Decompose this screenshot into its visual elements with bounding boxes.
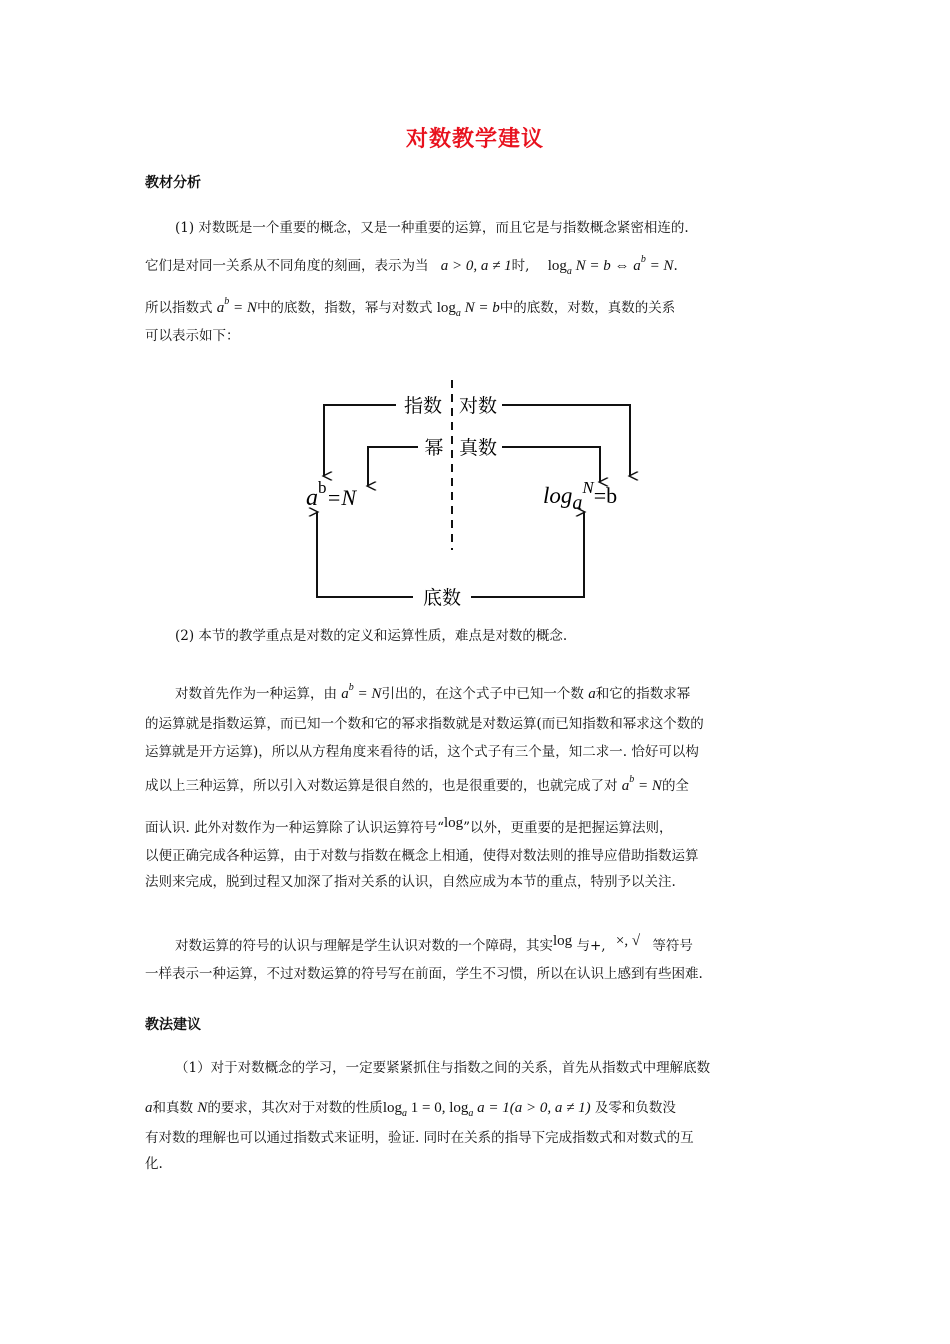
text: 的要求，其次对于对数的性质 — [207, 1100, 383, 1116]
arrow-base-to-right — [471, 512, 584, 597]
text: 它们是对同一关系从不同角度的刻画，表示为当 — [145, 258, 429, 274]
section-heading-textbook-analysis: 教材分析 — [145, 175, 201, 191]
paragraph-line: 运算就是开方运算)，所以从方程角度来看待的话，这个式子有三个量，知二求一. 恰好可以构 — [145, 744, 699, 760]
page-title: 对数教学建议 — [405, 127, 544, 152]
text: 对数运算的符号的认识与理解是学生认识对数的一个障碍，其实 — [175, 938, 553, 954]
text: 时, — [511, 258, 530, 274]
formula-exponential: $a^b=N$ — [306, 478, 357, 511]
paragraph-line — [145, 256, 810, 278]
math-log-properties: $\log_a 1 = 0$, $\log_a a = 1(a > 0$, a ≠ 1) — [382, 1100, 591, 1119]
label-exponent: 指数 — [403, 395, 443, 417]
paragraph-line — [145, 1098, 810, 1120]
math-condition: a > 0, a ≠ 1 — [440, 258, 512, 274]
math-logarithm: $\log_a N = b$ — [436, 300, 500, 319]
text: 和它的指数求幂 — [595, 686, 691, 702]
operator-symbols: ×, √ — [615, 933, 641, 949]
paragraph-line — [175, 933, 815, 956]
math-superscript: b — [640, 254, 646, 265]
math-exponential: $a^b = N$ — [621, 774, 662, 794]
text: 所以指数式 — [145, 300, 213, 316]
text: 等符号 — [652, 938, 693, 954]
label-true-number: 真数 — [458, 437, 498, 459]
text: 中的底数，指数，幂与对数式 — [256, 300, 433, 316]
log-base: a — [566, 266, 572, 277]
math-expr: N = b ⇔ a — [575, 258, 641, 274]
paragraph-line: （1）对于对数概念的学习，一定要紧紧抓住与指数之间的关系，首先从指数式中理解底数 — [175, 1060, 711, 1076]
math-variable: a — [145, 1100, 153, 1116]
arrow-power-to-left — [368, 447, 418, 486]
text: 对数首先作为一种运算，由 — [175, 686, 337, 702]
text: . — [673, 258, 678, 274]
paragraph-line: (1) 对数既是一个重要的概念，又是一种重要的运算，而且它是与指数概念紧密相连的. — [175, 220, 689, 236]
paragraph-line: (2) 本节的教学重点是对数的定义和运算性质，难点是对数的概念. — [175, 628, 568, 644]
paragraph-line: 的运算就是指数运算，而已知一个数和它的幂求指数就是对数运算(而已知指数和幂求这个数的 — [145, 716, 704, 732]
paragraph-line — [145, 776, 810, 798]
arrow-true-number-to-right — [502, 447, 600, 482]
paragraph-line: 法则来完成，脱到过程又加深了指对关系的认识，自然应成为本节的重点，特别予以关注. — [145, 874, 676, 890]
log-symbol: log — [547, 258, 567, 274]
text: 与+, — [576, 938, 606, 954]
text: 中的底数，对数，真数的关系 — [499, 300, 676, 316]
arrow-exponent-to-left — [324, 405, 396, 476]
math-variable: N — [197, 1100, 208, 1116]
math-variable: a — [588, 686, 596, 702]
text: 及零和负数没 — [594, 1100, 676, 1116]
formula-logarithm: loga$^N$=b — [543, 478, 618, 514]
label-logarithm: 对数 — [458, 395, 498, 417]
paragraph-line: 一样表示一种运算，不过对数运算的符号写在前面，学生不习惯，所以在认识上感到有些困难. — [145, 966, 703, 982]
paragraph-line: 可以表示如下： — [145, 328, 240, 344]
text: ”以外，更重要的是把握运算法则， — [463, 820, 673, 836]
label-base: 底数 — [422, 587, 462, 608]
arrow-base-to-left — [317, 512, 413, 597]
relation-diagram — [300, 378, 650, 608]
math-exponential: $a^b = N$ — [341, 682, 382, 702]
text: 和真数 — [152, 1100, 193, 1116]
text: 面认识. 此外对数作为一种运算除了认识运算符号“ — [145, 820, 444, 836]
paragraph-line — [175, 684, 815, 706]
label-power: 幂 — [424, 437, 444, 459]
log-symbol: log — [443, 815, 464, 831]
section-heading-teaching-method: 教法建议 — [145, 1017, 201, 1033]
arrow-logarithm-to-right — [502, 405, 630, 476]
paragraph-line: 有对数的理解也可以通过指数式来证明，验证. 同时在关系的指导下完成指数式和对数式的互 — [145, 1130, 694, 1146]
paragraph-line: 化. — [145, 1156, 163, 1172]
math-expr: = N — [649, 258, 674, 274]
paragraph-line — [145, 298, 810, 320]
paragraph-line — [145, 815, 810, 838]
math-exponential: $a^b = N$ — [216, 296, 257, 316]
text: 引出的，在这个式子中已知一个数 — [381, 686, 584, 702]
text: 的全 — [661, 778, 689, 794]
text: 成以上三种运算，所以引入对数运算是很自然的，也是很重要的，也就完成了对 — [145, 778, 618, 794]
math-log-identity — [547, 254, 674, 277]
log-symbol: log — [553, 933, 573, 949]
paragraph-line: 以便正确完成各种运算，由于对数与指数在概念上相通，使得对数法则的推导应借助指数运算 — [145, 848, 699, 864]
